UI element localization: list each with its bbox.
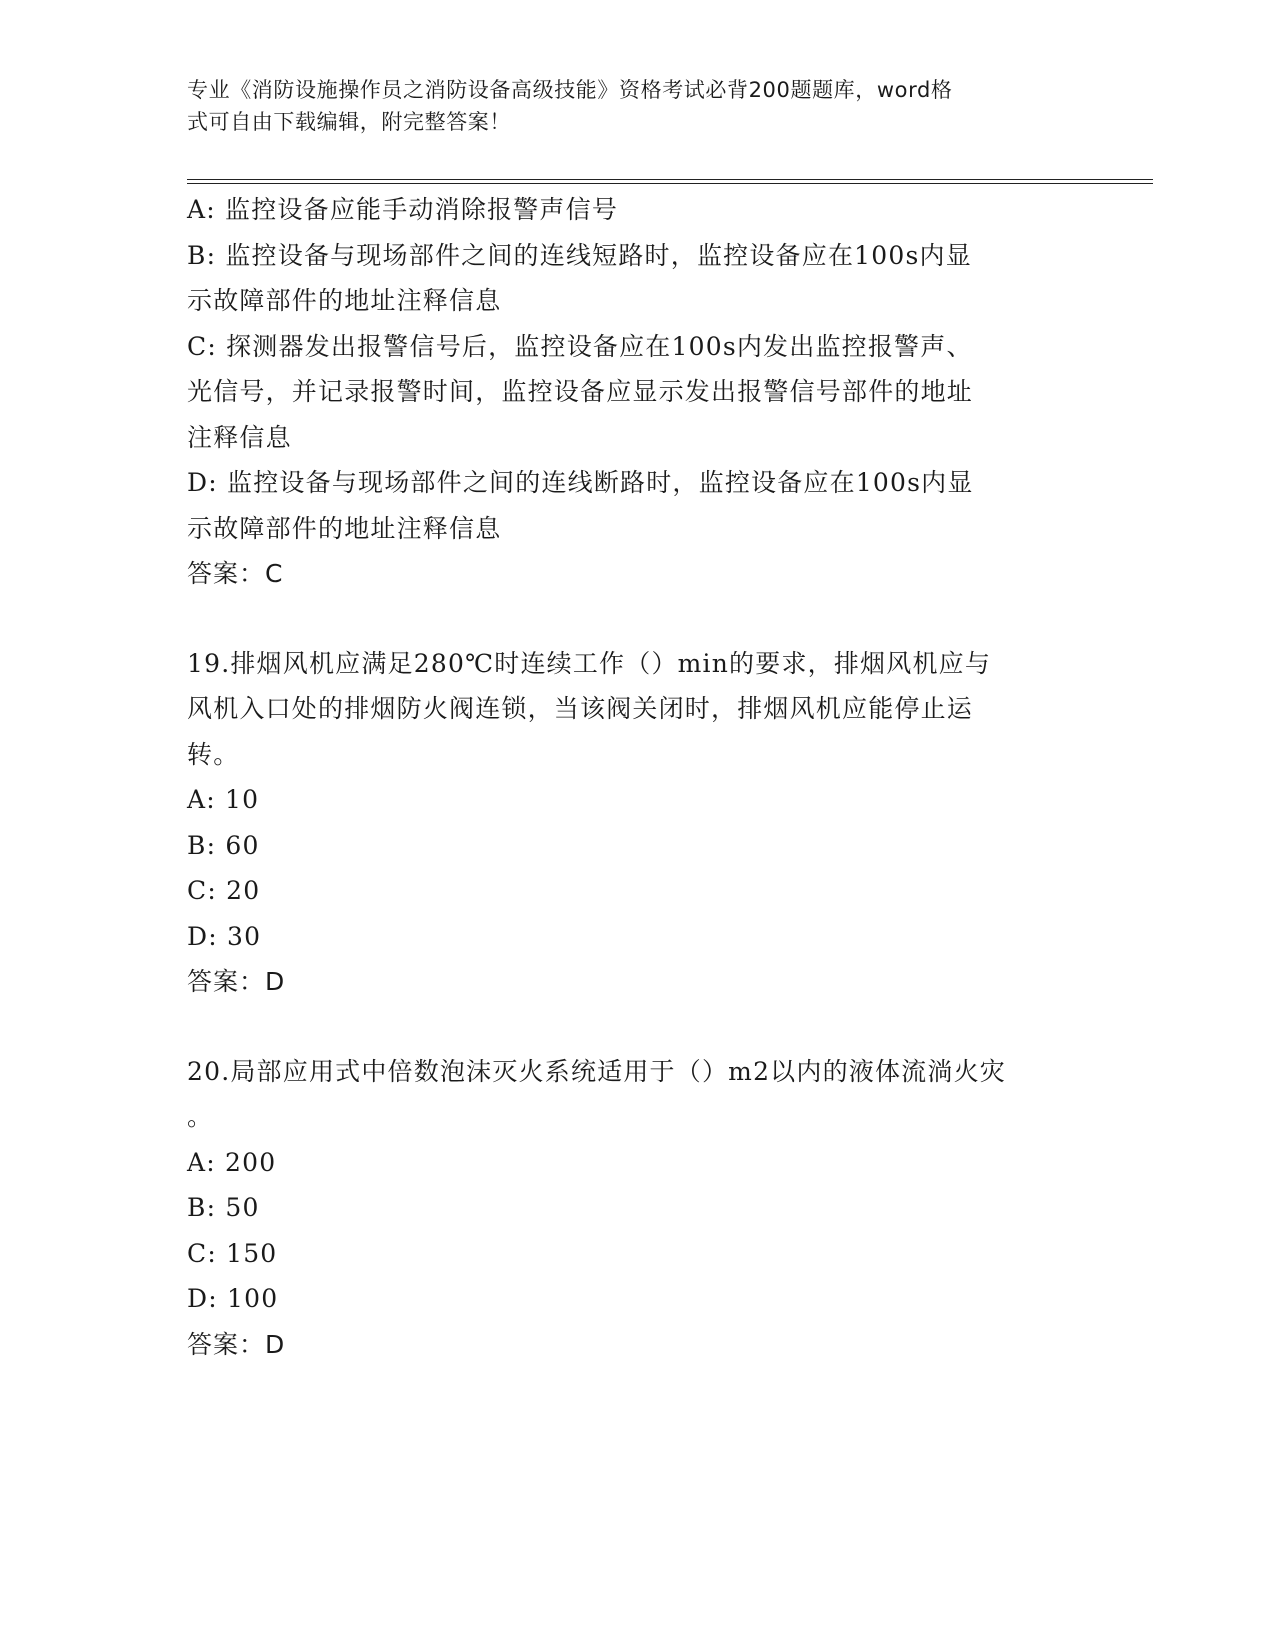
question-gap <box>187 597 1087 641</box>
option-b-line-2: 示故障部件的地址注释信息 <box>187 286 502 315</box>
option-d-line-2: 示故障部件的地址注释信息 <box>187 513 502 543</box>
question-20-block <box>187 1049 1087 1368</box>
option-c: C: 150 <box>187 1238 278 1268</box>
question-content <box>187 187 1087 1367</box>
option-c-line-2: 光信号，并记录报警时间，监控设备应显示发出报警信号部件的地址 <box>187 377 974 406</box>
header-double-rule <box>187 179 1153 184</box>
option-c: C: 20 <box>187 876 261 905</box>
option-b-line-1: B: 监控设备与现场部件之间的连线短路时，监控设备应在100s内显 <box>187 240 972 270</box>
option-a: A: 10 <box>187 785 260 814</box>
option-c-line-3: 注释信息 <box>187 422 292 452</box>
question-stem-line-1: 20.局部应用式中倍数泡沫灭火系统适用于（）m2以内的液体流淌火灾 <box>187 1056 1006 1086</box>
question-stem-line-2: 。 <box>187 1102 214 1131</box>
option-c-line-1: C: 探测器发出报警信号后，监控设备应在100s内发出监控报警声、 <box>187 331 973 361</box>
option-d: D: 30 <box>187 921 262 951</box>
document-header <box>187 74 1067 138</box>
answer-label: 答案：D <box>187 967 286 996</box>
question-stem-line-2: 风机入口处的排烟防火阀连锁，当该阀关闭时，排烟风机应能停止运 <box>187 694 974 723</box>
question-gap <box>187 1005 1087 1049</box>
header-line-1: 专业《消防设施操作员之消防设备高级技能》资格考试必背200题题库，word格 <box>187 78 953 102</box>
question-18-block <box>187 187 1087 597</box>
option-a: A: 监控设备应能手动消除报警声信号 <box>187 195 619 224</box>
question-stem-line-3: 转。 <box>187 739 240 769</box>
question-stem-line-1: 19.排烟风机应满足280℃时连续工作（）min的要求，排烟风机应与 <box>187 648 992 678</box>
option-d: D: 100 <box>187 1284 279 1313</box>
answer-label: 答案：C <box>187 559 284 588</box>
option-b: B: 60 <box>187 830 260 860</box>
option-d-line-1: D: 监控设备与现场部件之间的连线断路时，监控设备应在100s内显 <box>187 468 974 497</box>
option-b: B: 50 <box>187 1193 260 1222</box>
question-19-block <box>187 641 1087 1005</box>
answer-label: 答案：D <box>187 1329 286 1359</box>
header-line-2: 式可自由下载编辑，附完整答案！ <box>187 110 511 134</box>
option-a: A: 200 <box>187 1147 277 1177</box>
